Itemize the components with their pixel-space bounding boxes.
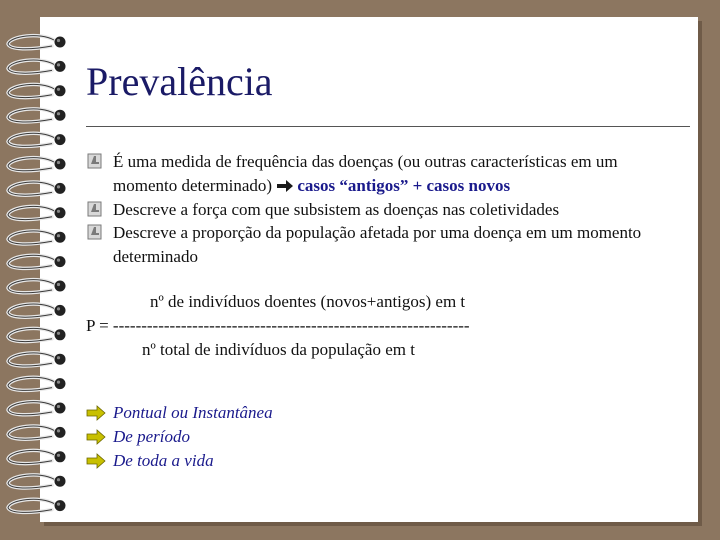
- type-label: Pontual ou Instantânea: [113, 403, 273, 422]
- spiral-ring-icon: [8, 182, 66, 195]
- list-item: [86, 150, 686, 198]
- spiral-ring-icon: [8, 133, 66, 146]
- bullet-text: É uma medida de frequência das doenças (ou outras características em um momento determinado): [113, 152, 618, 195]
- list-item: [86, 449, 273, 473]
- prevalence-types-list: [86, 401, 273, 473]
- bullet-list: [86, 150, 686, 269]
- spiral-ring-icon: [8, 206, 66, 219]
- spiral-ring-icon: [8, 328, 66, 341]
- formula-denominator: nº total de indivíduos da população em t: [142, 339, 415, 359]
- spiral-ring-icon: [8, 60, 66, 73]
- list-item: [86, 198, 686, 222]
- hand-writing-icon: [86, 200, 104, 218]
- spiral-ring-icon: [8, 231, 66, 244]
- title-divider: [86, 126, 690, 127]
- spiral-ring-icon: [8, 499, 66, 512]
- formula-numerator: nº de indivíduos doentes (novos+antigos) em t: [150, 292, 466, 311]
- hand-writing-icon: [86, 152, 104, 170]
- spiral-ring-icon: [8, 353, 66, 366]
- list-item: [86, 425, 273, 449]
- right-arrow-icon: [276, 179, 294, 193]
- list-item: [86, 401, 273, 425]
- formula-divider: ---------------------------------------------------------------: [112, 315, 470, 335]
- prevalence-formula: [86, 290, 686, 361]
- spiral-ring-icon: [8, 280, 66, 293]
- spiral-ring-icon: [8, 158, 66, 171]
- spiral-ring-icon: [8, 36, 66, 49]
- right-arrow-icon: [86, 405, 106, 421]
- right-arrow-icon: [86, 453, 106, 469]
- spiral-ring-icon: [8, 304, 66, 317]
- list-item: [86, 221, 686, 269]
- spiral-ring-icon: [8, 377, 66, 390]
- page-title: Prevalência: [86, 59, 273, 104]
- spiral-ring-icon: [8, 84, 66, 97]
- type-label: De toda a vida: [113, 450, 214, 470]
- bullet-text: Descreve a força com que subsistem as doenças nas coletividades: [113, 199, 560, 219]
- bullet-highlight: casos “antigos” + casos novos: [297, 175, 511, 195]
- spiral-ring-icon: [8, 109, 66, 122]
- spiral-ring-icon: [8, 426, 66, 439]
- spiral-ring-icon: [8, 402, 66, 415]
- spiral-ring-icon: [8, 450, 66, 463]
- formula-line: [86, 314, 686, 338]
- spiral-ring-icon: [8, 475, 66, 488]
- spiral-ring-icon: [8, 255, 66, 268]
- spiral-binding: [0, 0, 80, 540]
- right-arrow-icon: [86, 429, 106, 445]
- bullet-text: Descreve a proporção da população afetada por uma doença em um momento determinado: [113, 223, 642, 267]
- type-label: De período: [113, 426, 190, 446]
- formula-lhs: P =: [86, 315, 109, 335]
- hand-writing-icon: [86, 223, 104, 241]
